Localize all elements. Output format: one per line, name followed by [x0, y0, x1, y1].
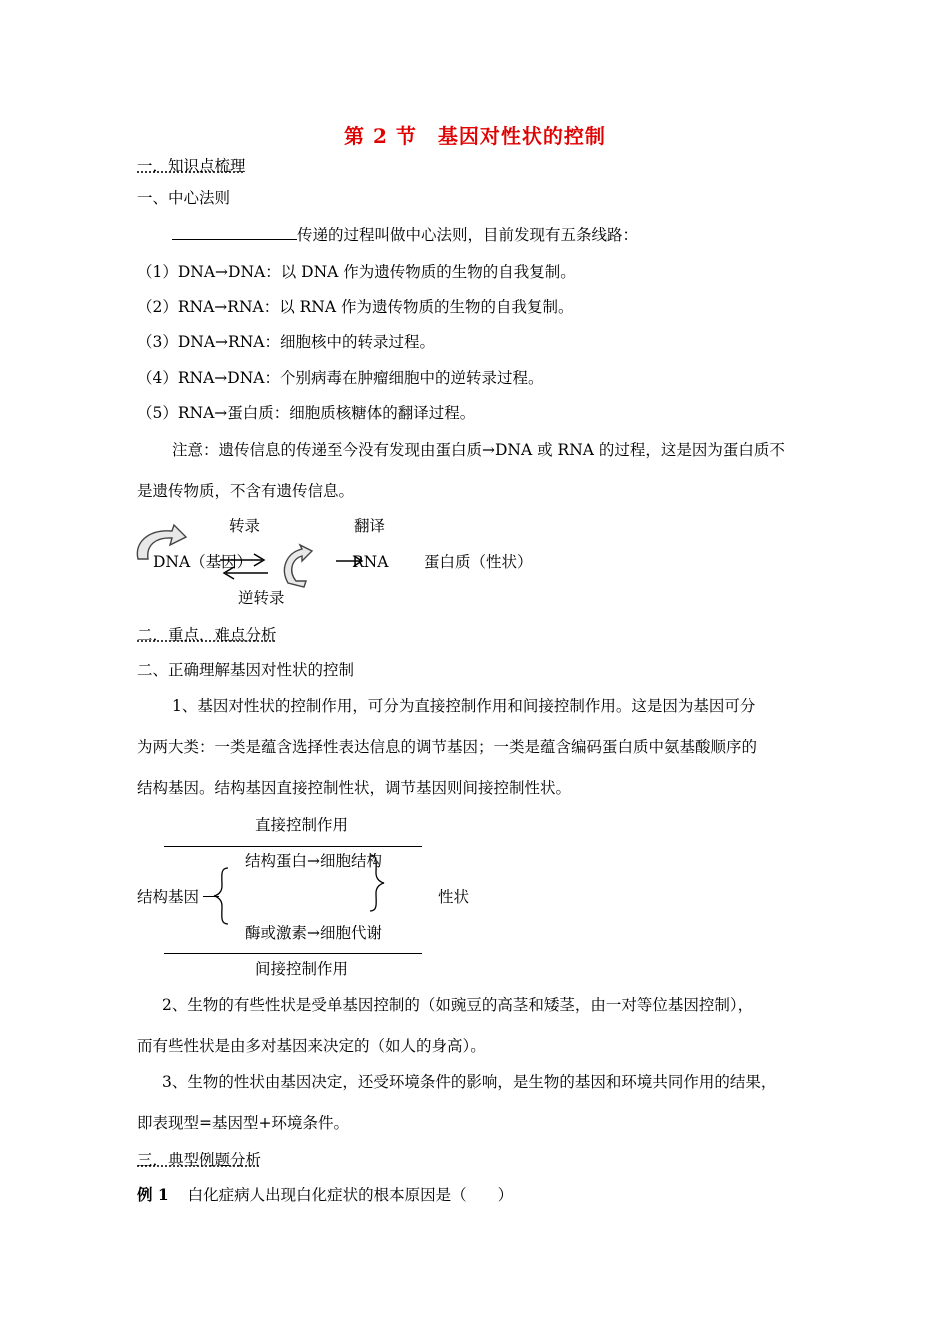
para2-line2: 而有些性状是由多对基因来决定的（如人的身高）。: [137, 1037, 486, 1055]
example-label: 例 1: [137, 1185, 169, 1204]
page-title: 第 2 节 基因对性状的控制: [344, 124, 606, 148]
para1-line3: 结构基因。结构基因直接控制性状，调节基因则间接控制性状。: [137, 779, 572, 797]
para2-line1: 2、生物的有些性状是受单基因控制的（如豌豆的高茎和矮茎，由一对等位基因控制），: [162, 996, 754, 1014]
route-1: （1）DNA→DNA：以 DNA 作为遗传物质的生物的自我复制。: [137, 263, 576, 281]
label-reverse-transcription: 逆转录: [238, 589, 285, 607]
dna-replication-arrow-icon: [130, 523, 190, 568]
route-3: （3）DNA→RNA：细胞核中的转录过程。: [137, 333, 435, 351]
section-heading-1: 一．知识点梳理: [137, 157, 246, 175]
para1-line1: 1、基因对性状的控制作用，可分为直接控制作用和间接控制作用。这是因为基因可分: [172, 697, 756, 715]
intro-line: [172, 225, 638, 245]
note-line-2: 是遗传物质，不含有遗传信息。: [137, 482, 355, 500]
label-translation: 翻译: [354, 517, 386, 535]
para1-line2: 为两大类：一类是蕴含选择性表达信息的调节基因；一类是蕴含编码蛋白质中氨基酸顺序的: [137, 738, 758, 756]
para3-line2: 即表现型=基因型+环境条件。: [137, 1114, 349, 1132]
translation-arrow-icon: [334, 554, 366, 568]
example-question: 白化症病人出现白化症状的根本原因是（ ）: [187, 1186, 514, 1204]
label-enzyme-hormone-path: 酶或激素→细胞代谢: [245, 924, 382, 942]
intro-text: 传递的过程叫做中心法则，目前发现有五条线路：: [297, 226, 639, 244]
left-brace-icon: [212, 866, 232, 926]
label-indirect-control: 间接控制作用: [255, 960, 349, 978]
subheading-central-dogma: 一、中心法则: [137, 189, 231, 207]
rna-replication-arrow-icon: [278, 545, 323, 590]
top-rule: [164, 846, 422, 847]
section-heading-3: 三．典型例题分析: [137, 1151, 262, 1169]
note-line-1: 注意：遗传信息的传递至今没有发现由蛋白质→DNA 或 RNA 的过程，这是因为蛋白质不: [172, 441, 785, 459]
reverse-transcription-arrow-icon: [220, 566, 270, 580]
label-direct-control: 直接控制作用: [255, 816, 349, 834]
right-brace-icon: [366, 853, 386, 913]
label-dna-gene: DNA（基因）: [153, 553, 253, 571]
label-structural-gene: 结构基因: [137, 888, 200, 906]
section-heading-2: 二．重点．难点分析: [137, 626, 277, 644]
route-4: （4）RNA→DNA：个别病毒在肿瘤细胞中的逆转录过程。: [137, 369, 544, 387]
subheading-gene-control: 二、正确理解基因对性状的控制: [137, 661, 355, 679]
para3-line1: 3、生物的性状由基因决定，还受环境条件的影响，是生物的基因和环境共同作用的结果，: [162, 1073, 777, 1091]
fill-blank: [172, 225, 297, 240]
label-trait: 性状: [438, 888, 470, 906]
route-2: （2）RNA→RNA：以 RNA 作为遗传物质的生物的自我复制。: [137, 298, 574, 316]
route-5: （5）RNA→蛋白质：细胞质核糖体的翻译过程。: [137, 404, 476, 422]
transcription-arrow-icon: [218, 553, 268, 567]
example-1: [137, 1185, 513, 1205]
label-rna: RNA: [352, 553, 389, 571]
label-structural-protein-path: 结构蛋白→细胞结构: [245, 852, 382, 870]
label-protein-trait: 蛋白质（性状）: [424, 553, 533, 571]
bottom-rule: [164, 953, 422, 954]
label-transcription: 转录: [229, 517, 261, 535]
